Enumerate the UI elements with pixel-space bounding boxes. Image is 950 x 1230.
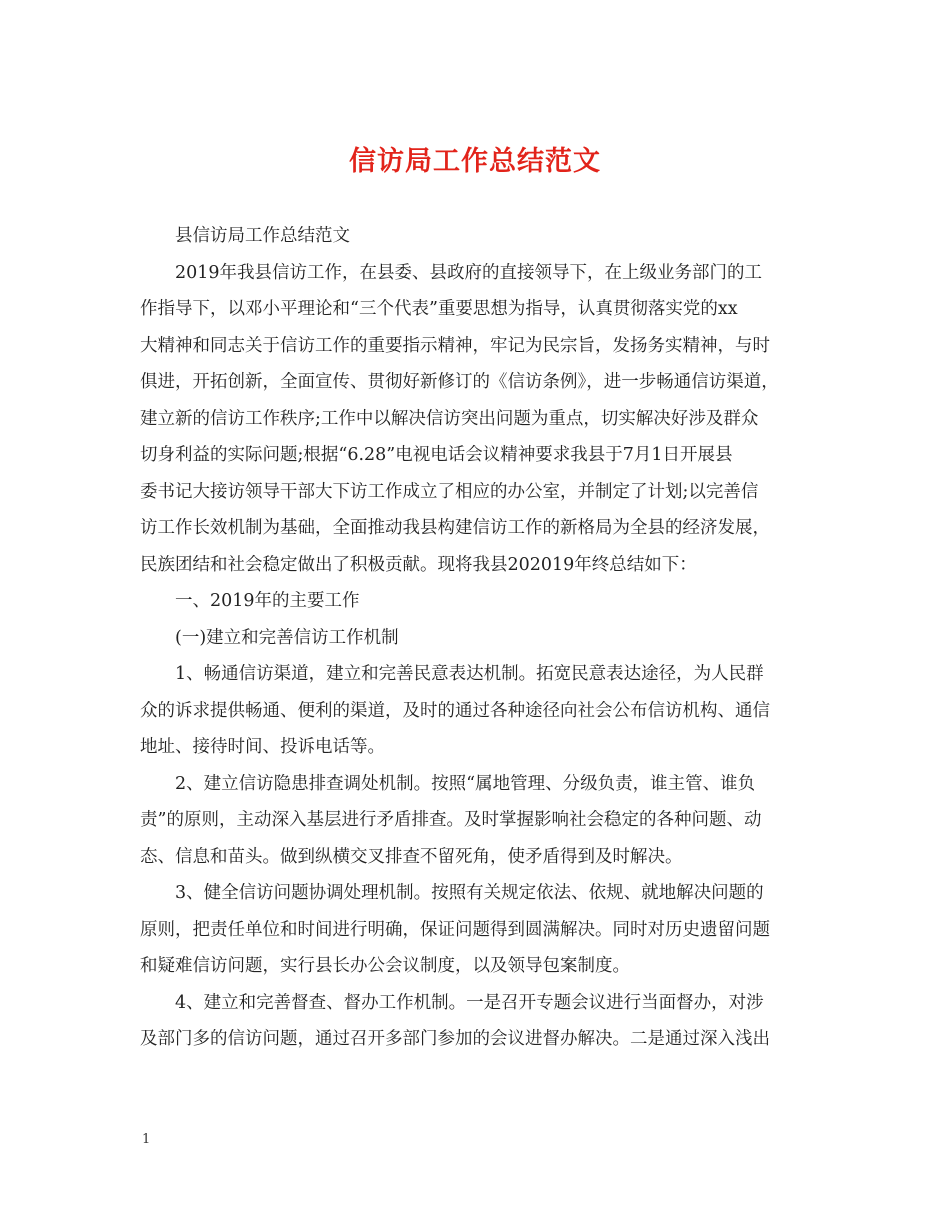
text-line: 俱进，开拓创新，全面宣传、贯彻好新修订的《信访条例》，进一步畅通信访渠道， <box>140 372 779 392</box>
text-line: 2、建立信访隐患排查调处机制。按照“属地管理、分级负责，谁主管、谁负 <box>175 773 756 794</box>
text-line: 责”的原则，主动深入基层进行矛盾排查。及时掌握影响社会稳定的各种问题、动 <box>140 810 762 830</box>
text-line: 众的诉求提供畅通、便利的渠道，及时的通过各种途径向社会公布信访机构、通信 <box>140 700 770 721</box>
section-heading: 一、2019年的主要工作 <box>175 591 360 611</box>
text-line: 2019年我县信访工作，在县委、县政府的直接领导下，在上级业务部门的工 <box>175 262 763 283</box>
text-line: 建立新的信访工作秩序;工作中以解决信访突出问题为重点，切实解决好涉及群众 <box>140 408 759 429</box>
text-line: 3、健全信访问题协调处理机制。按照有关规定依法、依规、就地解决问题的 <box>175 883 764 903</box>
text-line: 原则，把责任单位和时间进行明确，保证问题得到圆满解决。同时对历史遗留问题 <box>140 919 770 940</box>
text-line: 态、信息和苗头。做到纵横交叉排查不留死角，使矛盾得到及时解决。 <box>140 846 683 867</box>
text-line: 及部门多的信访问题，通过召开多部门参加的会议进督办解决。二是通过深入浅出 <box>140 1029 770 1049</box>
text-line: 和疑难信访问题，实行县长办公会议制度，以及领导包案制度。 <box>140 956 630 976</box>
text-line: 4、建立和完善督查、督办工作机制。一是召开专题会议进行当面督办，对涉 <box>175 992 764 1013</box>
text-line: 地址、接待时间、投诉电话等。 <box>140 737 385 757</box>
document-body <box>140 218 812 1058</box>
text-line: 大精神和同志关于信访工作的重要指示精神，牢记为民宗旨，发扬务实精神，与时 <box>140 335 770 356</box>
page-number: 1 <box>142 1132 151 1147</box>
text-line: 委书记大接访领导干部大下访工作成立了相应的办公室，并制定了计划;以完善信 <box>140 481 759 502</box>
text-line: 访工作长效机制为基础，全面推动我县构建信访工作的新格局为全县的经济发展， <box>140 518 770 538</box>
text-line: 切身利益的实际问题;根据“6.28”电视电话会议精神要求我县于7月1日开展县 <box>140 445 733 465</box>
document-title: 信访局工作总结范文 <box>349 146 601 177</box>
text-line: 作指导下，以邓小平理论和“三个代表”重要思想为指导，认真贯彻落实党的xx <box>140 299 738 319</box>
subsection-heading: (一)建立和完善信访工作机制 <box>175 627 399 648</box>
paragraph-subtitle: 县信访局工作总结范文 <box>175 226 350 246</box>
text-line: 1、畅通信访渠道，建立和完善民意表达机制。拓宽民意表达途径，为人民群 <box>175 664 764 684</box>
text-line: 民族团结和社会稳定做出了积极贡献。现将我县202019年终总结如下： <box>140 554 697 575</box>
